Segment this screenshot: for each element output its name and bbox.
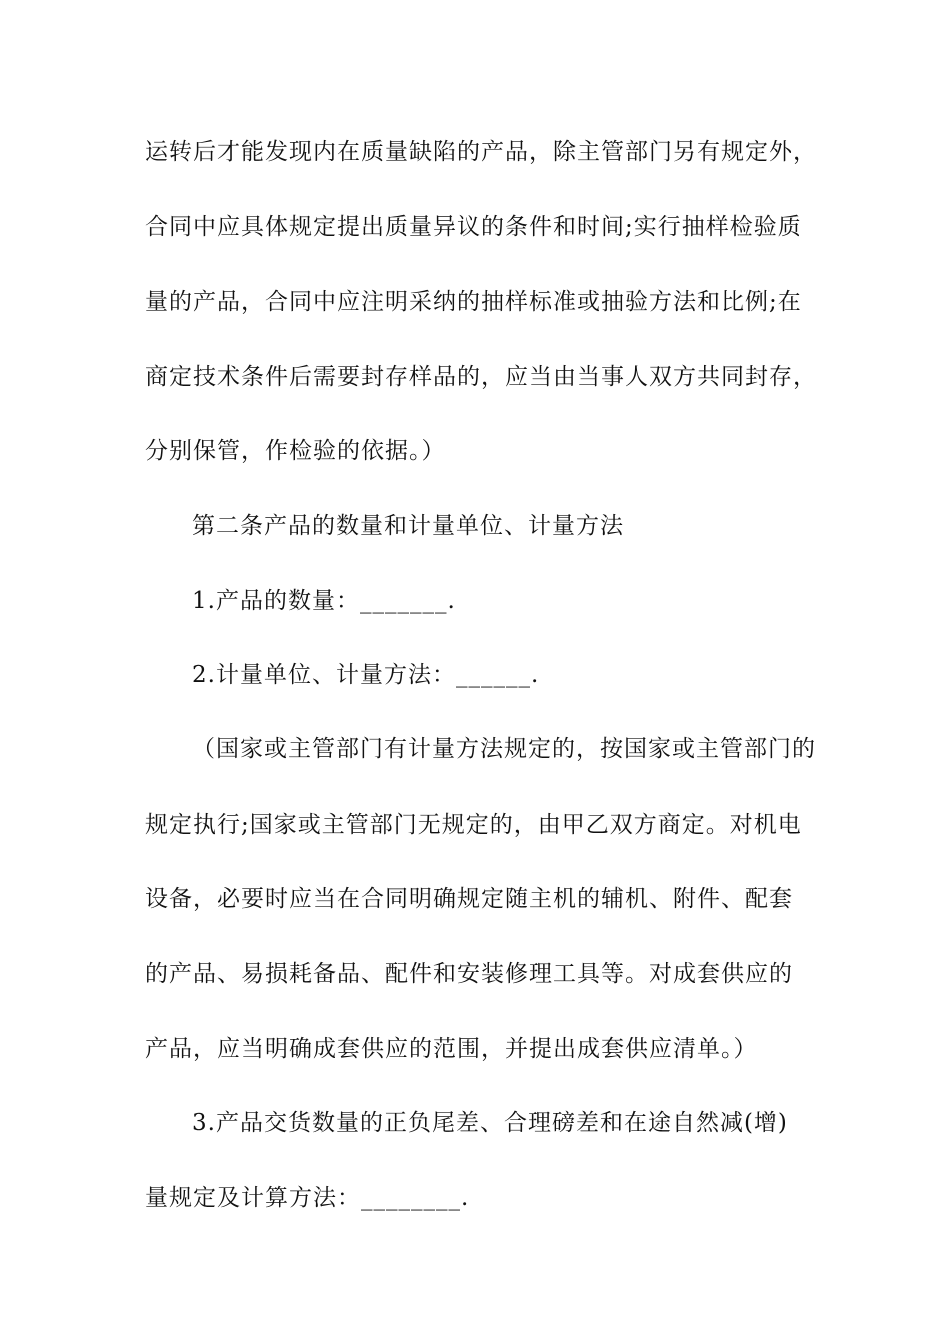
paragraph-line: 的产品、易损耗备品、配件和安装修理工具等。对成套供应的 [145, 961, 793, 987]
paragraph-line: 产品，应当明确成套供应的范围，并提出成套供应清单。） [145, 1036, 758, 1062]
paragraph-line: 量的产品，合同中应注明采纳的抽样标准或抽验方法和比例;在 [145, 289, 802, 315]
paragraph-line: 分别保管，作检验的依据。） [145, 438, 446, 464]
numbered-item: 3.产品交货数量的正负尾差、合理磅差和在途自然减(增) [192, 1110, 788, 1136]
paragraph-line: （国家或主管部门有计量方法规定的，按国家或主管部门的 [192, 736, 816, 762]
paragraph-line: 规定执行;国家或主管部门无规定的，由甲乙双方商定。对机电 [145, 812, 802, 838]
paragraph-line: 合同中应具体规定提出质量异议的条件和时间;实行抽样检验质 [145, 214, 802, 240]
numbered-item: 2.计量单位、计量方法：______. [192, 662, 540, 688]
paragraph-line: 设备，必要时应当在合同明确规定随主机的辅机、附件、配套 [145, 886, 793, 912]
section-heading: 第二条产品的数量和计量单位、计量方法 [192, 513, 624, 539]
paragraph-line: 运转后才能发现内在质量缺陷的产品，除主管部门另有规定外， [145, 139, 817, 165]
paragraph-line: 商定技术条件后需要封存样品的，应当由当事人双方共同封存， [145, 364, 817, 390]
paragraph-line: 量规定及计算方法：________. [145, 1185, 470, 1211]
numbered-item: 1.产品的数量：_______. [192, 588, 456, 614]
